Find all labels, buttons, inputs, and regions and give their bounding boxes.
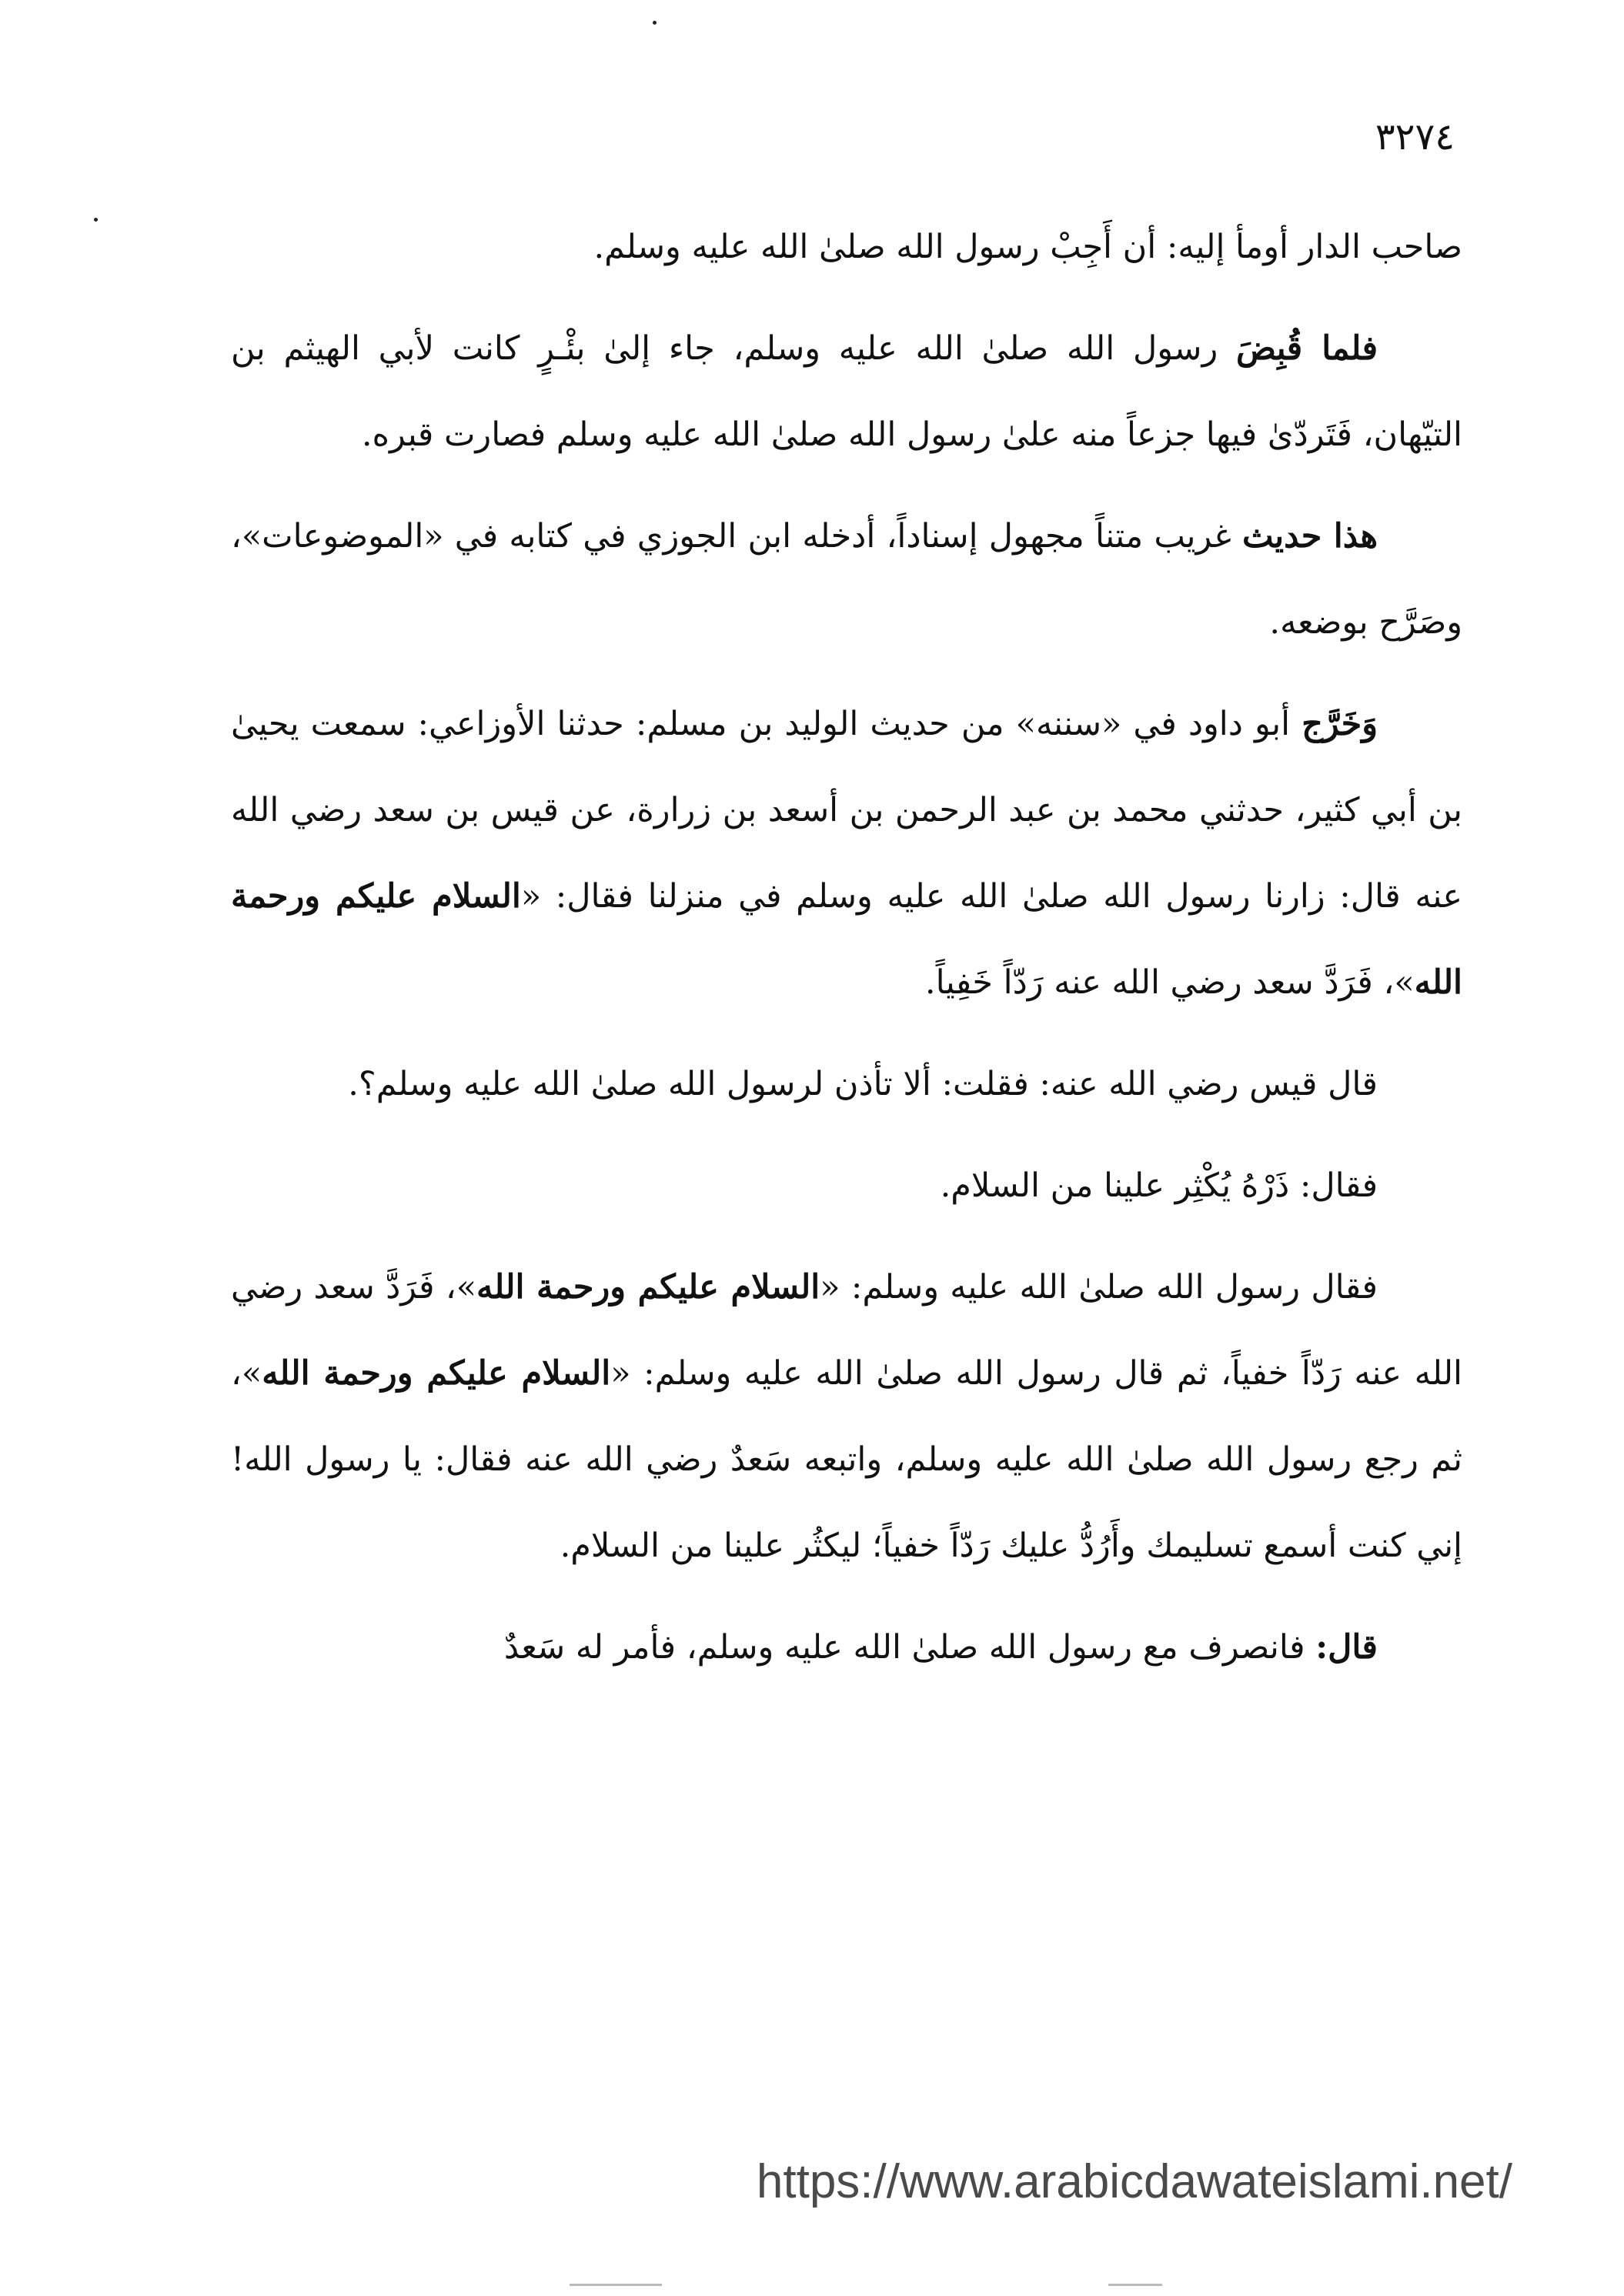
- paragraph-6: فقال: ذَرْهُ يُكْثِر علينا من السلام.: [940, 1166, 1378, 1205]
- paragraph-4: وَخَرَّج أبو داود في «سننه» من حديث الوليد بن مسلم: حدثنا الأوزاعي: سمعت يحيىٰ بن أبي كثير، حدثني محمد بن عبد الرحمن بن أسعد بن زرارة، عن قيس بن سعد رضي الله عنه قال: زارنا رسول الله صلىٰ الله عليه وسلم في منزلنا فقال: «السلام عليكم ورحمة الله»، فَرَدَّ سعد رضي الله عنه رَدّاً خَفِياً.: [231, 705, 1462, 1002]
- scan-speck: [94, 218, 98, 222]
- salam-quote: السلام عليكم ورحمة الله: [476, 1268, 820, 1307]
- paragraph-2: فلما قُبِضَ رسول الله صلىٰ الله عليه وسلم، جاء إلىٰ بئْـرٍ كانت لأبي الهيثم بن التيّهان، فَتَردّىٰ فيها جزعاً منه علىٰ رسول الله صلىٰ الله عليه وسلم فصارت قبره.: [231, 329, 1462, 454]
- paragraph-7: فقال رسول الله صلىٰ الله عليه وسلم: «السلام عليكم ورحمة الله»، فَرَدَّ سعد رضي الله عنه رَدّاً خفياً، ثم قال رسول الله صلىٰ الله عليه وسلم: «السلام عليكم ورحمة الله»، ثم رجع رسول الله صلىٰ الله عليه وسلم، واتبعه سَعدٌ رضي الله عنه فقال: يا رسول الله! إني كنت أسمع تسليمك وأَرُدُّ عليك رَدّاً خفياً؛ ليكثُر علينا من السلام.: [231, 1268, 1462, 1565]
- salam-quote: السلام عليكم ورحمة الله: [231, 877, 1462, 1002]
- paragraph-3: هذا حديث غريب متناً مجهول إسناداً، أدخله ابن الجوزي في كتابه في «الموضوعات»، وصَرَّح بوضعه.: [231, 517, 1462, 642]
- scan-speck: [653, 21, 657, 25]
- scan-edge-mark: [1108, 2284, 1162, 2286]
- footer-url[interactable]: https://www.arabicdawateislami.net/: [756, 2155, 1512, 2208]
- paragraph-lead: فلما قُبِضَ: [1235, 329, 1378, 368]
- paragraph-lead: هذا حديث: [1241, 517, 1378, 556]
- paragraph-lead: قال:: [1315, 1628, 1378, 1667]
- salam-quote: السلام عليكم ورحمة الله: [262, 1354, 611, 1393]
- paragraph-1: صاحب الدار أومأ إليه: أن أَجِبْ رسول الله صلىٰ الله عليه وسلم.: [593, 228, 1462, 266]
- page-number: ٣٢٧٤: [1375, 115, 1455, 159]
- paragraph-lead: وَخَرَّج: [1302, 705, 1378, 743]
- paragraph-5: قال قيس رضي الله عنه: فقلت: ألا تأذن لرسول الله صلىٰ الله عليه وسلم؟.: [348, 1065, 1378, 1103]
- body-text: [231, 204, 1462, 1706]
- paragraph-8: قال: فانصرف مع رسول الله صلىٰ الله عليه وسلم، فأمر له سَعدٌ: [503, 1628, 1378, 1667]
- scan-edge-mark: [570, 2284, 662, 2286]
